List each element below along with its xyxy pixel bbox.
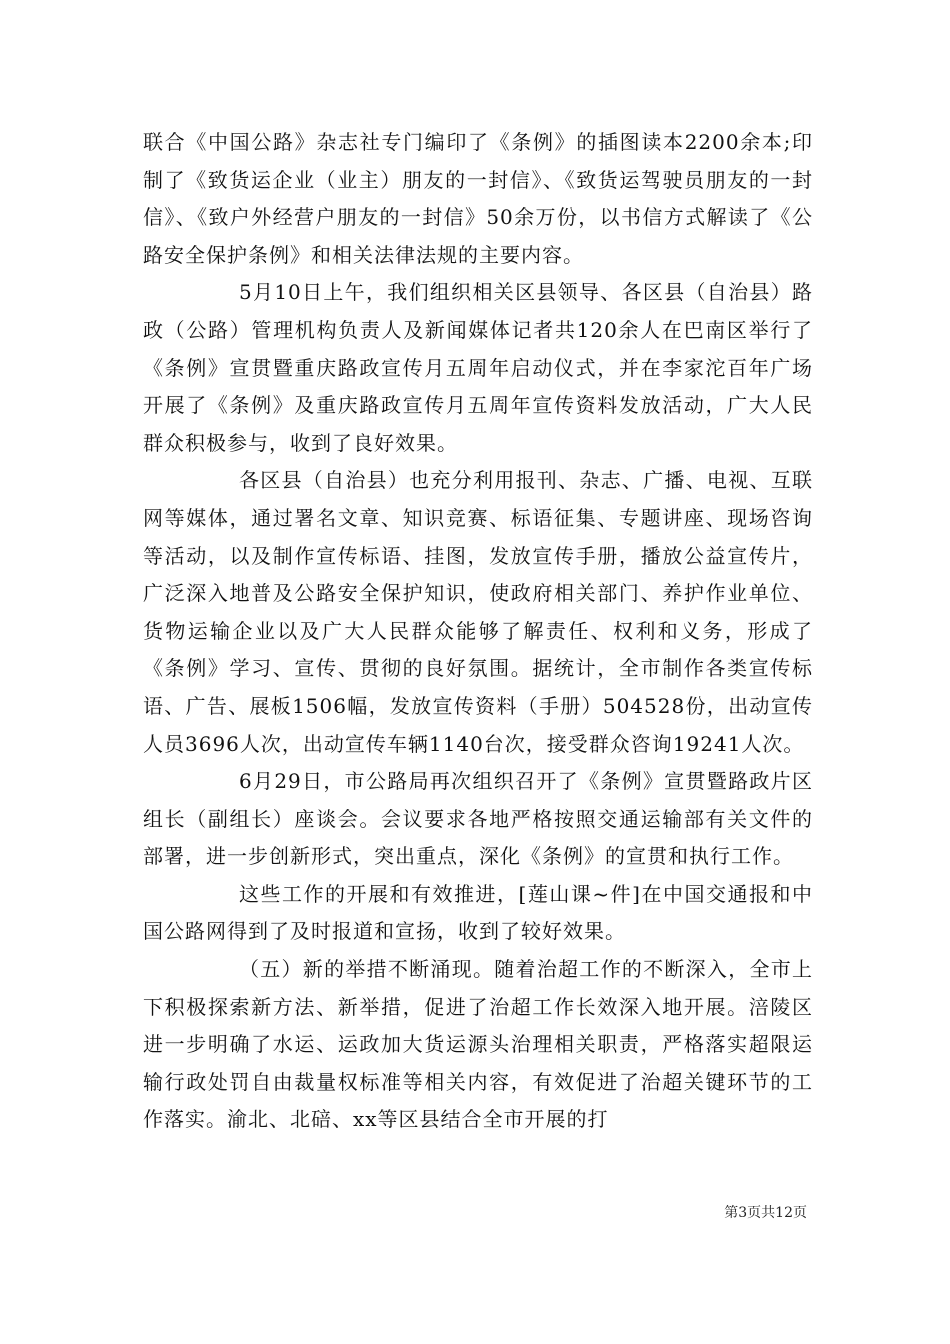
page-number-footer: 第3页共12页 bbox=[724, 1205, 807, 1221]
paragraph-district-publicity: 各区县（自治县）也充分利用报刊、杂志、广播、电视、互联网等媒体，通过署名文章、知识竞赛、标语征集、专题讲座、现场咨询等活动，以及制作宣传标语、挂图，发放宣传手册，播放公益宣传片，广泛深入地普及公路安全保护知识，使政府相关部门、养护作业单位、货物运输企业以及广大人民群众能够了解责任、权利和义务，形成了《条例》学习、宣传、贯彻的良好氛围。据统计，全市制作各类宣传标语、广告、展板1506幅，发放宣传资料（手册）504528份，出动宣传人员3696人次，出动宣传车辆1140台次，接受群众咨询19241人次。 bbox=[143, 468, 813, 756]
paragraph-continued: 联合《中国公路》杂志社专门编印了《条例》的插图读本2200余本;印制了《致货运企业（业主）朋友的一封信》、《致货运驾驶员朋友的一封信》、《致户外经营户朋友的一封信》50余万份，以书信方式解读了《公路安全保护条例》和相关法律法规的主要内容。 bbox=[143, 130, 813, 267]
paragraph-new-measures: （五）新的举措不断涌现。随着治超工作的不断深入，全市上下积极探索新方法、新举措，促进了治超工作长效深入地开展。涪陵区进一步明确了水运、运政加大货运源头治理相关职责，严格落实超限运输行政处罚自由裁量权标准等相关内容，有效促进了治超关键环节的工作落实。渝北、北碚、xx等区县结合全市开展的打 bbox=[143, 957, 813, 1132]
document-body bbox=[143, 124, 813, 1139]
paragraph-may-10-ceremony: 5月10日上午，我们组织相关区县领导、各区县（自治县）路政（公路）管理机构负责人及新闻媒体记者共120余人在巴南区举行了《条例》宣贯暨重庆路政宣传月五周年启动仪式，并在李家沱百年广场开展了《条例》及重庆路政宣传月五周年宣传资料发放活动，广大人民群众积极参与，收到了良好效果。 bbox=[143, 280, 813, 455]
paragraph-media-coverage: 这些工作的开展和有效推进，[莲山课~件]在中国交通报和中国公路网得到了及时报道和宣扬，收到了较好效果。 bbox=[143, 881, 813, 944]
paragraph-june-29-meeting: 6月29日，市公路局再次组织召开了《条例》宣贯暨路政片区组长（副组长）座谈会。会议要求各地严格按照交通运输部有关文件的部署，进一步创新形式，突出重点，深化《条例》的宣贯和执行工作。 bbox=[143, 769, 813, 869]
